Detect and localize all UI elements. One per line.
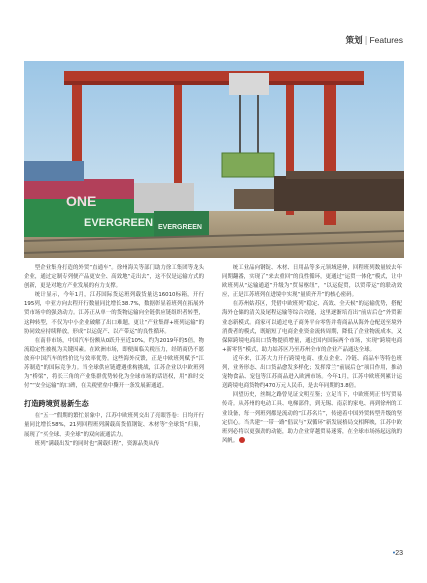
paragraph: 型企业集身打造的外贸“直通车”。徐州海关等部门助力徐工集团等龙头企业，通过定制专列便产品更安全、高效地“走出去”，这不仅是运输方式的创新，更是对地方产业发展的有力支撑。: [24, 265, 204, 290]
paragraph: 在南非市场，中国汽车份额从0跃升至近10%，约为2019年的5倍，物流稳定性被视为关键因素。在欧洲市场，即便面临关税压力，经销商仍不愿放弃中国汽车的性价比与效率优势。这些海外反馈，正是中欧班列赋予“江苏制造”的国际竞争力。当全球供应链遭遇重构挑战，江苏企业以中欧班列为“桥梁”，将长三角的产业集群优势转化为全球市场的话语权，用“准时交付”“安全运输”的口碑，在关税壁垒中撕开一条发展新通道。: [24, 337, 204, 390]
container-label-evergreen-1: EVERGREEN: [84, 217, 154, 229]
hanging-container: [222, 153, 274, 177]
paragraph: 在苏州姑苏区，凭借中欧班列“稳定、高效、全天候”的运输优势，搭配海外仓储的清关及尾程运输等综合功能，这里逐渐培育出“前店后仓”外贸新业态新模式。商家可以通过电子商务平台零售并将商品从海外仓配送至境外消费者的模式，既缩短了电商企业资金流转周期，降低了企业物流成本，又保障跨境电商出口货物提质增量，通过国内国际两个市场，实现“跨境电商+新零售”模式，助力姑苏区乃至苏州全市的企业产品通达全球。: [222, 301, 402, 353]
paragraph: 班列“满载出发”的同时也“满载归程”，资源品类从传: [34, 440, 160, 447]
page-dot-icon: •: [392, 550, 396, 557]
container-label-one: ONE: [66, 193, 97, 209]
right-column: [222, 264, 402, 446]
closing-paragraph-text: 回望历史，丝绸之路曾见证文明互鉴；立足当下，中欧班列正书写贸易传奇。从苏州的电动工具、电梯部件，到无锡、南京的家电、再到徐州的工业设备，每一列班列都是流动的“江苏名片”，传递着中国外贸转型升级的坚定信心。当共建“一带一路”倡议与“双循环”新发展格局交相辉映，江苏中欧班列必将以更强劲的动能，助力企业穿越贸易迷雾，在全球市场扬起远航的风帆。: [222, 392, 402, 444]
section-title: 策划: [345, 36, 363, 46]
article-end-icon: [239, 437, 245, 443]
paragraph: 统计显示，今年1月，江苏国际货运班列载货量达16010标箱，开行195列，中亚方向去程开行数量同比增长38.7%，数据彰显着班列在拓展外贸市场中的强劲动力。江苏正从单一的货物运输向全链供应链组织者转型，这种转型，不仅为中小企业破解了出口难题，更让“产业集群+班列运输”的协同效应持续释放，形成“以运促产、以产带运”的良性循环。: [24, 292, 204, 335]
subheading: 打造跨境贸易新生态: [24, 399, 89, 409]
left-column: [24, 264, 204, 449]
container-label-evergreen-2: EVERGREEN: [158, 224, 202, 231]
page-number-value: 23: [395, 550, 403, 557]
paragraph: 近年来，江苏大力开行跨境电商、重点企业、冷链、商品车等特色班列，业务形态、出口货品愈发多样化；发挥常兰“前展后仓”项目作用，推动宠物食品、宠包等江苏商品进入欧洲市场。今年1月，江苏中欧班列累计运送跨境电商货物约470万元人民币，是去年同期的3.8倍。: [222, 355, 402, 390]
section-header: [346, 34, 403, 46]
paragraph: 统工业品向钢锭、木材、日用品等多元领域延伸，回程班列数量较去年同期翻番，实现了“来去重回”的良性循环，更通过“运贸一体化”模式，让中欧班列从“运输通道”升级为“贸易枢纽”，“以运促贸，以贸带运”的联动效应，正是江苏班列在进境中实现“量质齐升”的核心密码。: [222, 265, 402, 299]
section-title-en: Features: [369, 35, 403, 45]
header-separator: |: [364, 36, 368, 46]
freight-train-photo: [24, 61, 404, 258]
page-number: [393, 550, 403, 557]
paragraph: 在“五一”假期的繁忙景象中，江苏中欧班列交出了亮眼答卷：日均开行量同比增长58%，21列回程班列满载高货值钢锭、木材等“全球货”归巢，展现了“买全球、卖全球”的双向流通活力。: [24, 413, 204, 438]
paragraph: [222, 391, 402, 446]
